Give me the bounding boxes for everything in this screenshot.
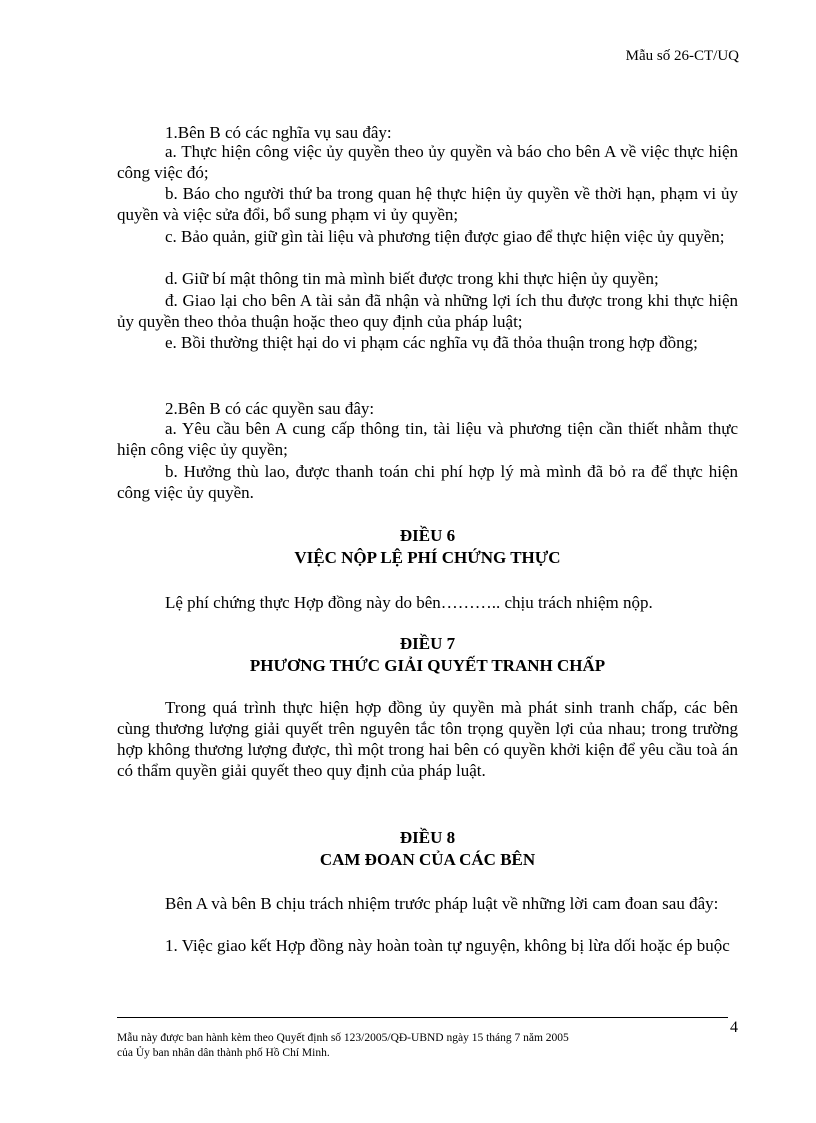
footnote bbox=[117, 1031, 717, 1061]
footnote-line2: của Ủy ban nhân dân thành phố Hồ Chí Minh. bbox=[117, 1047, 330, 1059]
article8-title: CAM ĐOAN CỦA CÁC BÊN bbox=[319, 850, 536, 869]
obligations-title: 1.Bên B có các nghĩa vụ sau đây: bbox=[165, 123, 392, 142]
obligation-item-a: a. Thực hiện công việc ủy quyền theo ủy quyền và báo cho bên A về việc thực hiện công việc đó; bbox=[117, 142, 738, 182]
article8-item1: 1. Việc giao kết Hợp đồng này hoàn toàn tự nguyện, không bị lừa dối hoặc ép buộc bbox=[165, 936, 730, 955]
obligation-item-b: b. Báo cho người thứ ba trong quan hệ thực hiện ủy quyền về thời hạn, phạm vi ủy quyền và việc sửa đổi, bổ sung phạm vi ủy quyền; bbox=[117, 184, 738, 224]
article6-number: ĐIỀU 6 bbox=[399, 526, 456, 545]
article8-intro: Bên A và bên B chịu trách nhiệm trước pháp luật về những lời cam đoan sau đây: bbox=[165, 894, 719, 913]
rights-item-a: a. Yêu cầu bên A cung cấp thông tin, tài liệu và phương tiện cần thiết nhằm thực hiện công việc ủy quyền; bbox=[117, 419, 738, 459]
article6-title: VIỆC NỘP LỆ PHÍ CHỨNG THỰC bbox=[294, 548, 561, 567]
obligation-item-d: d. Giữ bí mật thông tin mà mình biết được trong khi thực hiện ủy quyền; bbox=[165, 269, 659, 288]
article6-body: Lệ phí chứng thực Hợp đồng này do bên……….. chịu trách nhiệm nộp. bbox=[165, 593, 653, 612]
obligation-item-dd: đ. Giao lại cho bên A tài sản đã nhận và những lợi ích thu được trong khi thực hiện ủy quyền theo thỏa thuận hoặc theo quy định của pháp luật; bbox=[117, 291, 738, 331]
rights-title: 2.Bên B có các quyền sau đây: bbox=[165, 399, 375, 418]
form-number: Mẫu số 26-CT/UQ bbox=[625, 48, 739, 64]
page-number: 4 bbox=[730, 1019, 738, 1036]
footnote-line1: Mẫu này được ban hành kèm theo Quyết định số 123/2005/QĐ-UBND ngày 15 tháng 7 năm 2005 bbox=[117, 1032, 569, 1044]
article7-title: PHƯƠNG THỨC GIẢI QUYẾT TRANH CHẤP bbox=[249, 656, 606, 675]
obligation-item-e: e. Bồi thường thiệt hại do vi phạm các nghĩa vụ đã thỏa thuận trong hợp đồng; bbox=[165, 333, 698, 352]
obligation-item-c: c. Bảo quản, giữ gìn tài liệu và phương tiện được giao để thực hiện việc ủy quyền; bbox=[165, 227, 725, 246]
article7-number: ĐIỀU 7 bbox=[399, 634, 456, 653]
footer-divider bbox=[117, 1017, 728, 1018]
article7-body: Trong quá trình thực hiện hợp đồng ủy quyền mà phát sinh tranh chấp, các bên cùng thương lượng giải quyết trên nguyên tắc tôn trọng quyền lợi của nhau; trong trường hợp không thương lượng được, thì một trong hai bên có quyền khởi kiện để yêu cầu toà án có thẩm quyền giải quyết theo quy định của pháp luật. bbox=[117, 698, 738, 780]
article8-number: ĐIỀU 8 bbox=[399, 828, 456, 847]
rights-item-b: b. Hưởng thù lao, được thanh toán chi phí hợp lý mà mình đã bỏ ra để thực hiện công việc ủy quyền. bbox=[117, 462, 738, 502]
